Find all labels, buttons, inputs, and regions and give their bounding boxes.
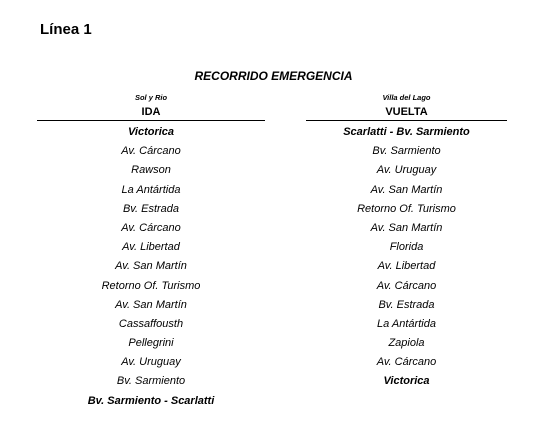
section-title: RECORRIDO EMERGENCIA <box>194 69 353 83</box>
list-item: Av. Libertad <box>122 241 180 254</box>
ida-heading: IDA <box>37 104 265 121</box>
list-item: Bv. Estrada <box>378 298 435 311</box>
list-item: Bv. Estrada <box>122 202 180 215</box>
list-item: Florida <box>389 241 424 254</box>
list-item: Av. Libertad <box>377 260 436 273</box>
list-item: Victorica <box>127 126 175 138</box>
list-item: La Antártida <box>377 317 436 330</box>
vuelta-stop-list <box>306 123 507 392</box>
list-item: Av. Cárcano <box>376 356 437 369</box>
list-item: Cassaffousth <box>118 317 184 330</box>
list-item: Av. San Martín <box>370 221 443 234</box>
list-item: La Antártida <box>121 183 181 196</box>
list-item: Retorno Of. Turismo <box>357 202 456 215</box>
vuelta-column <box>306 92 507 392</box>
list-item: Pellegrini <box>128 337 174 350</box>
list-item: Rawson <box>131 164 171 177</box>
list-item: Av. Uruguay <box>121 356 181 369</box>
vuelta-subtitle: Villa del Lago <box>382 93 431 102</box>
list-item: Victorica <box>383 375 430 388</box>
vuelta-heading: VUELTA <box>306 104 507 121</box>
ida-stop-list <box>37 123 265 411</box>
list-item: Av. San Martín <box>115 260 187 273</box>
list-item: Av. Cárcano <box>376 279 437 292</box>
list-item: Bv. Sarmiento <box>116 375 186 388</box>
list-item: Av. Cárcano <box>121 145 181 158</box>
list-item: Av. San Martín <box>115 298 187 311</box>
list-item: Retorno Of. Turismo <box>101 279 201 292</box>
list-item: Bv. Sarmiento - Scarlatti <box>87 394 215 407</box>
list-item: Scarlatti - Bv. Sarmiento <box>343 126 470 138</box>
list-item: Bv. Sarmiento <box>372 145 441 158</box>
list-item: Av. San Martín <box>370 183 443 196</box>
list-item: Zapiola <box>388 337 425 350</box>
page-title: Línea 1 <box>40 21 92 38</box>
list-item: Av. Cárcano <box>121 221 181 234</box>
list-item: Av. Uruguay <box>376 164 437 177</box>
ida-subtitle: Sol y Rio <box>134 93 168 102</box>
ida-column <box>37 92 265 411</box>
